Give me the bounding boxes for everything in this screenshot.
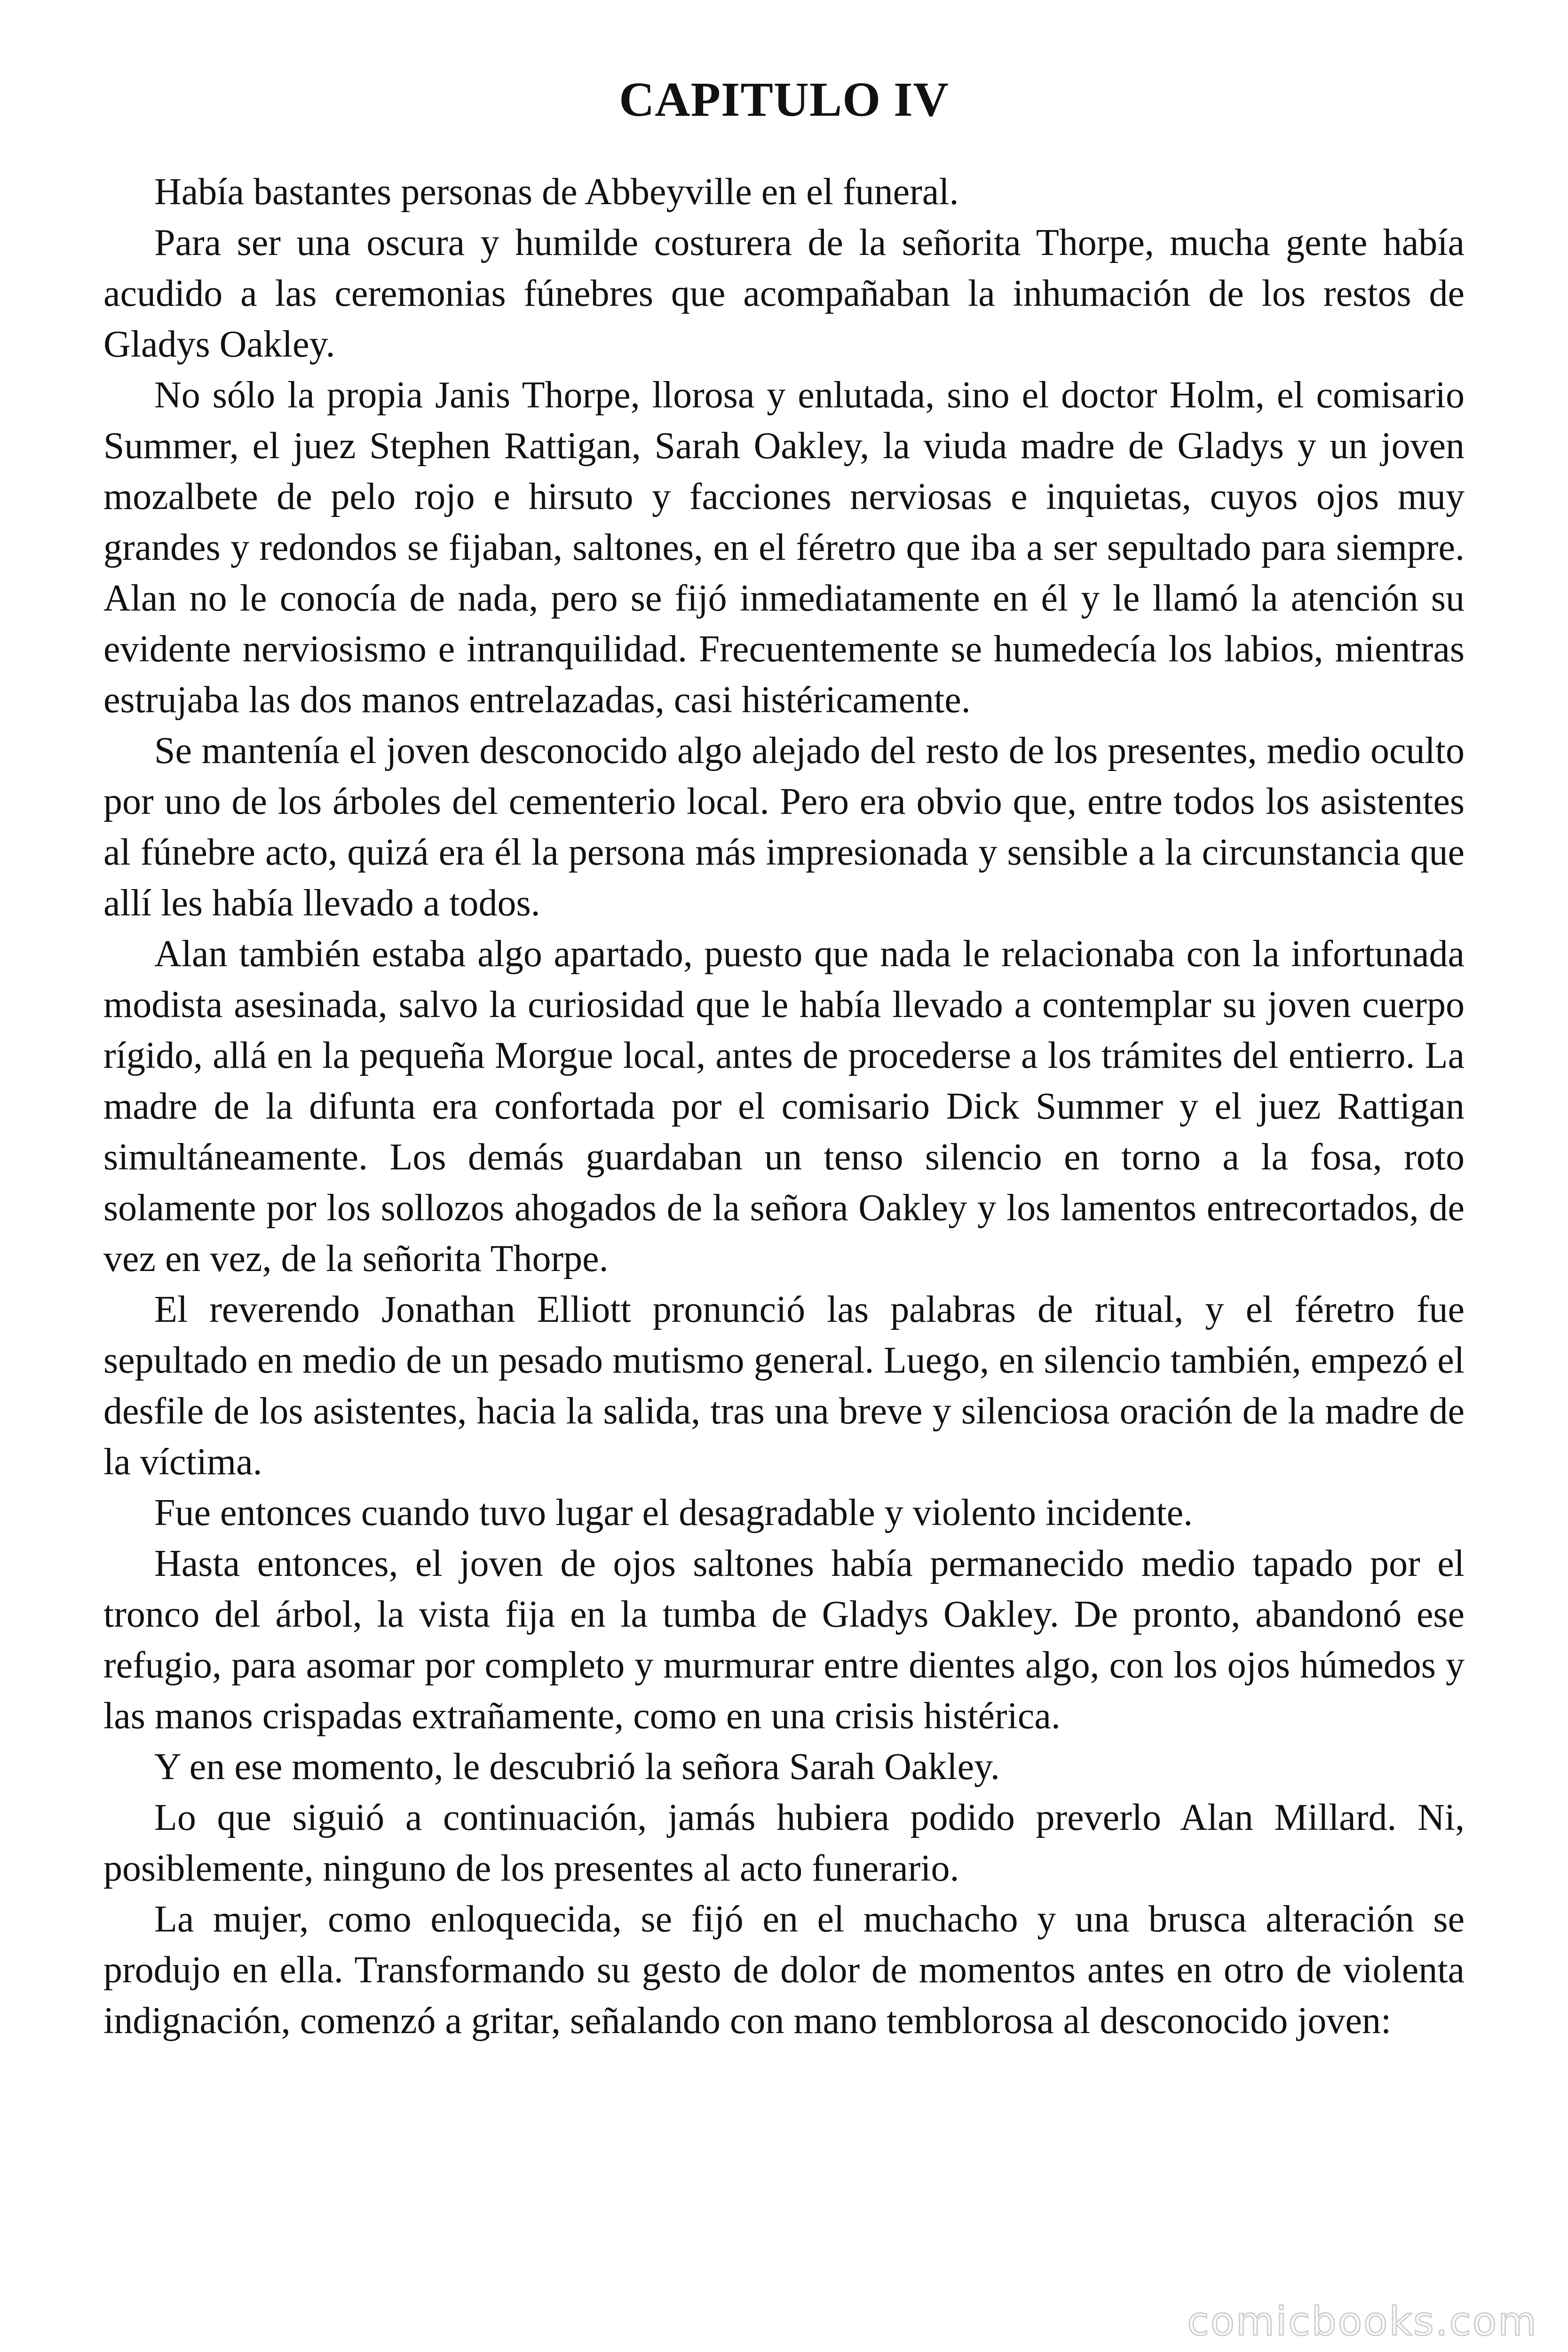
paragraph: Se mantenía el joven desconocido algo alejado del resto de los presentes, medio oculto por uno de los árboles del cementerio local. Pero era obvio que, entre todos los asistentes al fúnebre acto, quizá era él la persona más impresionada y sensible a la circunstancia que allí les había llevado a todos. xyxy=(103,730,1465,924)
paragraph: Alan también estaba algo apartado, puesto que nada le relacionaba con la infortunada modista asesinada, salvo la curiosidad que le había llevado a contemplar su joven cuerpo rígido, allá en la pequeña Morgue local, antes de procederse a los trámites del entierro. La madre de la difunta era confortada por el comisario Dick Summer y el juez Rattigan simultáneamente. Los demás guardaban un tenso silencio en torno a la fosa, roto solamente por los sollozos ahogados de la señora Oakley y los lamentos entrecortados, de vez en vez, de la señorita Thorpe. xyxy=(103,933,1465,1279)
paragraph: Lo que siguió a continuación, jamás hubiera podido preverlo Alan Millard. Ni, posiblemente, ninguno de los presentes al acto funerario. xyxy=(103,1797,1465,1889)
paragraph: Y en ese momento, le descubrió la señora Sarah Oakley. xyxy=(154,1746,1000,1788)
paragraph: Fue entonces cuando tuvo lugar el desagradable y violento incidente. xyxy=(154,1492,1193,1534)
chapter-title: CAPITULO IV xyxy=(619,72,949,127)
book-page xyxy=(103,0,1465,2352)
paragraph: No sólo la propia Janis Thorpe, llorosa y enlutada, sino el doctor Holm, el comisario Summer, el juez Stephen Rattigan, Sarah Oakley, la viuda madre de Gladys y un joven mozalbete de pelo rojo e hirsuto y facciones nerviosas e inquietas, cuyos ojos muy grandes y redondos se fijaban, saltones, en el féretro que iba a ser sepultado para siempre. Alan no le conocía de nada, pero se fijó inmediatamente en él y le llamó la atención su evidente nerviosismo e intranquilidad. Frecuentemente se humedecía los labios, mientras estrujaba las dos manos entrelazadas, casi histéricamente. xyxy=(103,374,1465,721)
chapter-body xyxy=(103,167,1465,2046)
paragraph: El reverendo Jonathan Elliott pronunció las palabras de ritual, y el féretro fue sepultado en medio de un pesado mutismo general. Luego, en silencio también, empezó el desfile de los asistentes, hacia la salida, tras una breve y silenciosa oración de la madre de la víctima. xyxy=(103,1289,1465,1483)
paragraph: Para ser una oscura y humilde costurera de la señorita Thorpe, mucha gente había acudido a las ceremonias fúnebres que acompañaban la inhumación de los restos de Gladys Oakley. xyxy=(103,222,1465,365)
paragraph: La mujer, como enloquecida, se fijó en el muchacho y una brusca alteración se produjo en ella. Transformando su gesto de dolor de momentos antes en otro de violenta indignación, comenzó a gritar, señalando con mano temblorosa al desconocido joven: xyxy=(103,1899,1465,2042)
paragraph: Había bastantes personas de Abbeyville en el funeral. xyxy=(154,171,959,213)
watermark: comicbooks.com xyxy=(1187,2298,1538,2344)
paragraph: Hasta entonces, el joven de ojos saltones había permanecido medio tapado por el tronco del árbol, la vista fija en la tumba de Gladys Oakley. De pronto, abandonó ese refugio, para asomar por completo y murmurar entre dientes algo, con los ojos húmedos y las manos crispadas extrañamente, como en una crisis histérica. xyxy=(103,1543,1465,1737)
